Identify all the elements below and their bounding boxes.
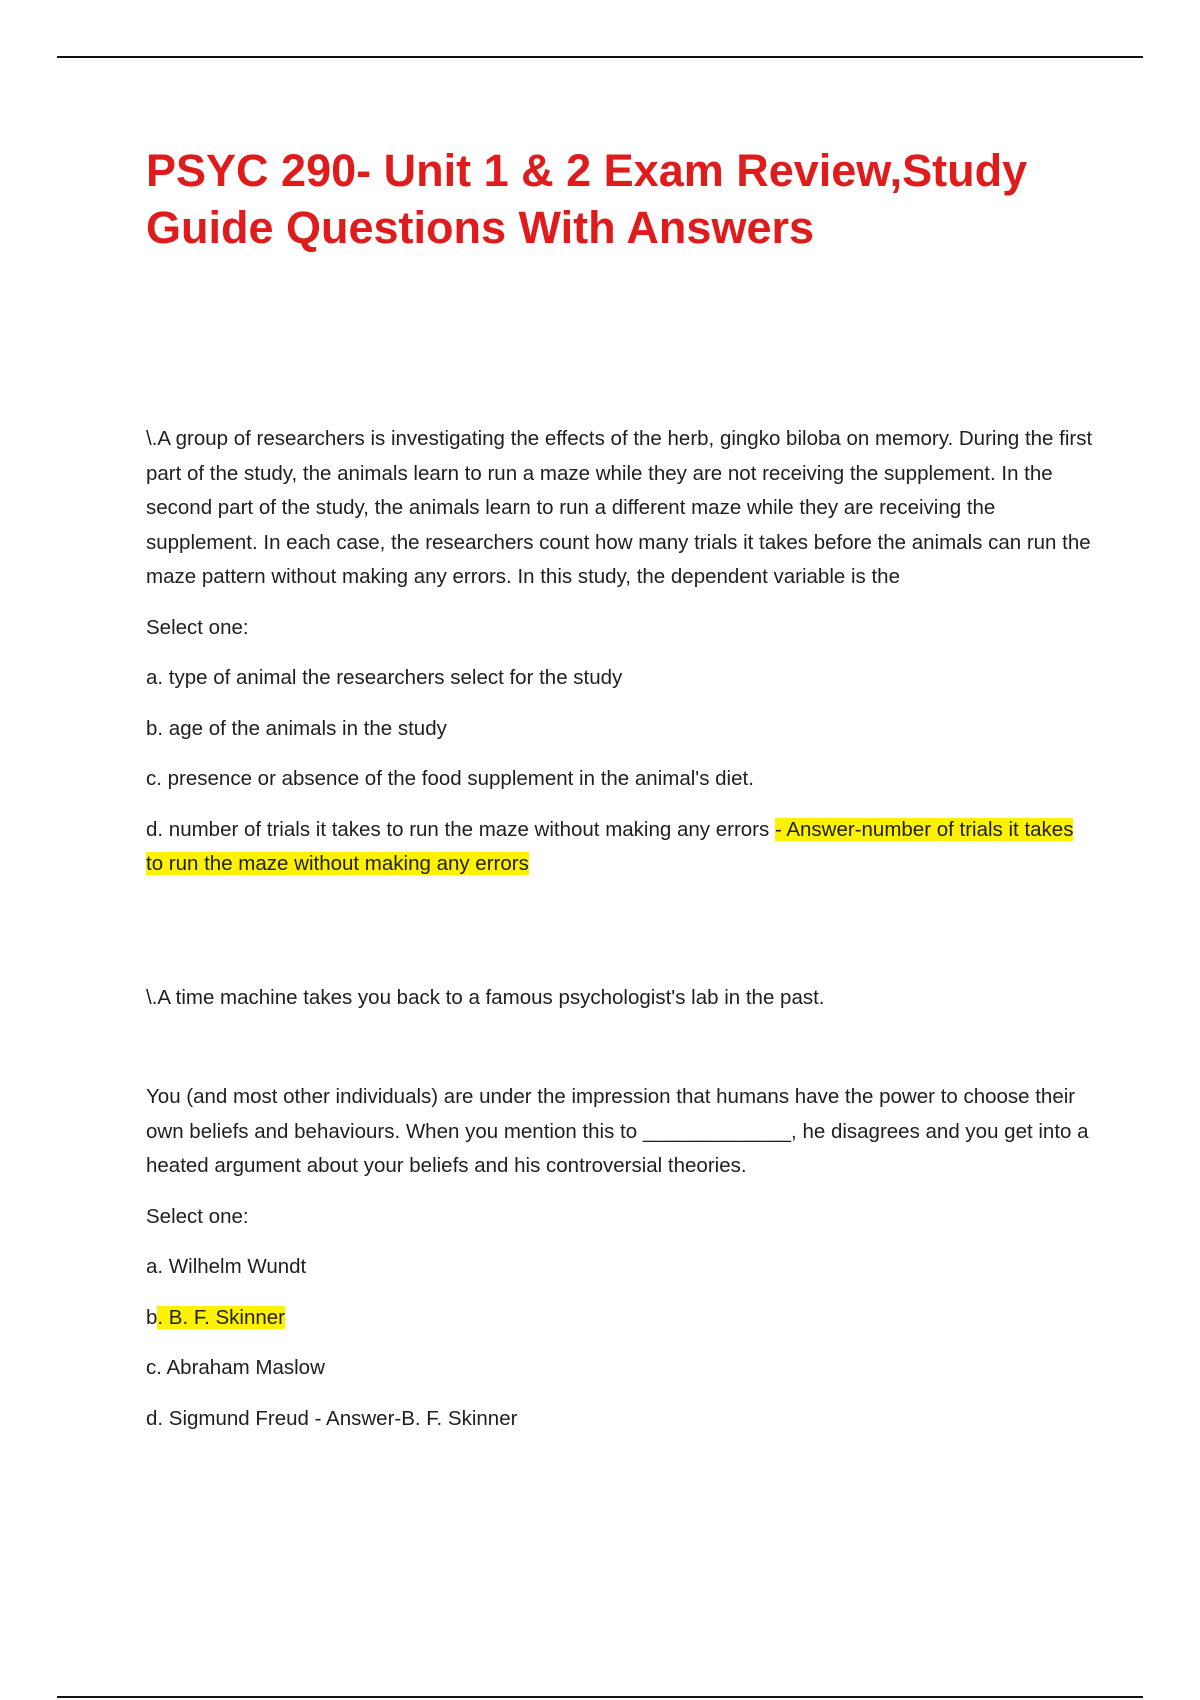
header-rule bbox=[57, 56, 1143, 58]
question-1-answer-highlight: - Answer-number of trials it takes to run the maze without making any errors bbox=[146, 817, 1074, 875]
question-2-intro-text: \.A time machine takes you back to a famous psychologist's lab in the past. bbox=[146, 986, 825, 1009]
question-2-prompt: You (and most other individuals) are under the impression that humans have the power to choose their own beliefs and behaviours. When you mention this to _____________, he disagrees and you get into a heated argument about your beliefs and his controversial theories. bbox=[146, 1085, 1089, 1177]
question-1-option-b: b. age of the animals in the study bbox=[146, 716, 447, 740]
question-2-intro bbox=[146, 981, 1096, 1016]
question-2-option-d: d. Sigmund Freud - Answer-B. F. Skinner bbox=[146, 1406, 518, 1430]
question-1 bbox=[146, 422, 1096, 882]
question-2-option-b-letter: b bbox=[146, 1305, 158, 1329]
question-2-option-a: a. Wilhelm Wundt bbox=[146, 1255, 307, 1278]
question-2 bbox=[146, 1080, 1096, 1436]
question-1-option-d-text: d. number of trials it takes to run the maze without making any errors bbox=[146, 817, 775, 841]
question-1-option-a: a. type of animal the researchers select for the study bbox=[146, 666, 623, 689]
question-1-option-d bbox=[146, 813, 1096, 882]
question-2-option-b-highlight: . B. F. Skinner bbox=[157, 1305, 286, 1329]
question-1-prompt: \.A group of researchers is investigating the effects of the herb, gingko biloba on memory. During the first part of the study, the animals learn to run a maze while they are not receiving the supplement. In the second part of the study, the animals learn to run a different maze while they are receiving the supplement. In each case, the researchers count how many trials it takes before the animals can run the maze pattern without making any errors. In this study, the dependent variable is the bbox=[146, 427, 1093, 588]
question-2-select-label: Select one: bbox=[146, 1204, 249, 1228]
question-2-option-c: c. Abraham Maslow bbox=[146, 1356, 325, 1379]
question-2-option-b bbox=[146, 1301, 1096, 1336]
question-1-option-c: c. presence or absence of the food supplement in the animal's diet. bbox=[146, 767, 754, 790]
footer-rule bbox=[57, 1696, 1143, 1698]
document-title: PSYC 290- Unit 1 & 2 Exam Review,Study Guide Questions With Answers bbox=[146, 145, 1028, 253]
question-1-select-label: Select one: bbox=[146, 615, 249, 639]
